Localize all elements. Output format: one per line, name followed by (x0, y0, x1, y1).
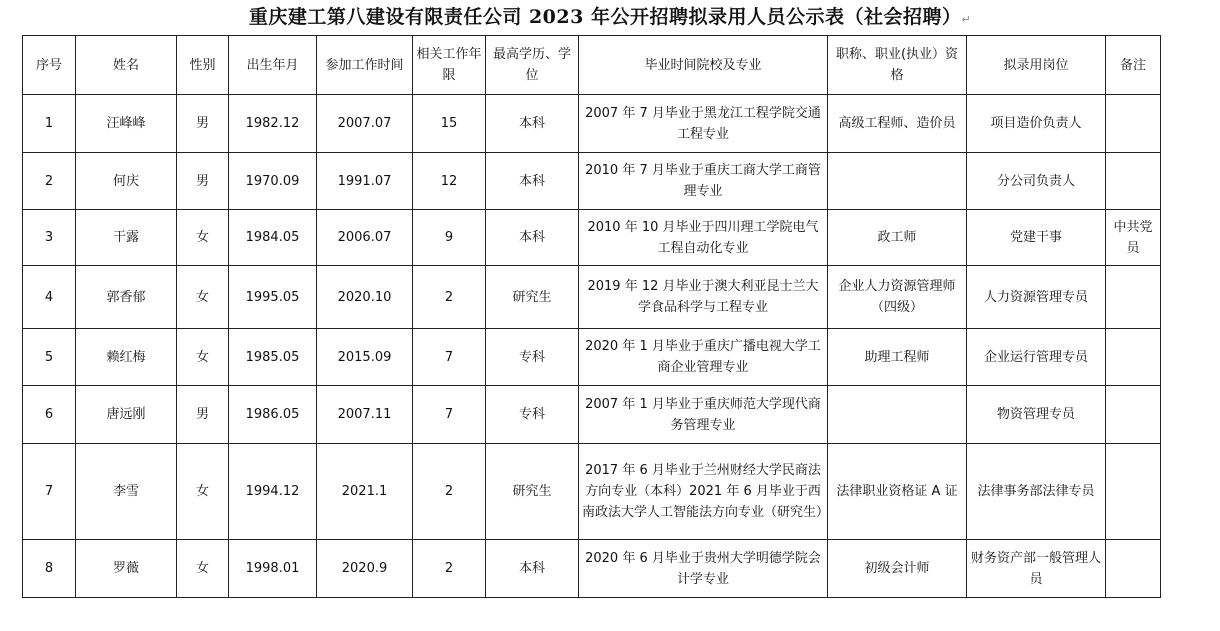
header-cell: 出生年月 (229, 36, 317, 95)
table-cell: 2006.07 (317, 210, 413, 266)
table-cell: 2 (413, 444, 486, 540)
table-row (23, 210, 1161, 266)
table-cell: 2007.11 (317, 386, 413, 444)
table-cell: 研究生 (486, 266, 579, 329)
header-cell: 毕业时间院校及专业 (579, 36, 828, 95)
table-cell: 2010 年 7 月毕业于重庆工商大学工商管理专业 (579, 153, 828, 210)
table-cell: 唐远刚 (76, 386, 177, 444)
table-cell: 分公司负责人 (967, 153, 1106, 210)
table-cell: 2020.9 (317, 540, 413, 598)
table-cell: 郭香郁 (76, 266, 177, 329)
table-cell: 男 (177, 386, 229, 444)
header-cell: 最高学历、学位 (486, 36, 579, 95)
table-cell: 罗薇 (76, 540, 177, 598)
table-cell: 党建干事 (967, 210, 1106, 266)
table-cell: 2020 年 6 月毕业于贵州大学明德学院会计学专业 (579, 540, 828, 598)
table-cell: 2010 年 10 月毕业于四川理工学院电气工程自动化专业 (579, 210, 828, 266)
table-cell: 3 (23, 210, 76, 266)
table-row (23, 153, 1161, 210)
table-cell (828, 153, 967, 210)
recruitment-table (22, 35, 1161, 598)
table-cell: 2007.07 (317, 95, 413, 153)
table-cell: 1970.09 (229, 153, 317, 210)
header-cell: 相关工作年限 (413, 36, 486, 95)
table-cell: 企业人力资源管理师（四级） (828, 266, 967, 329)
table-cell: 2007 年 1 月毕业于重庆师范大学现代商务管理专业 (579, 386, 828, 444)
table-cell (1106, 266, 1161, 329)
table-cell: 财务资产部一般管理人员 (967, 540, 1106, 598)
table-cell: 5 (23, 329, 76, 386)
table-cell: 政工师 (828, 210, 967, 266)
table-cell: 9 (413, 210, 486, 266)
table-cell: 7 (413, 329, 486, 386)
table-cell: 本科 (486, 95, 579, 153)
table-row (23, 95, 1161, 153)
table-cell: 李雪 (76, 444, 177, 540)
table-row (23, 444, 1161, 540)
table-cell: 赖红梅 (76, 329, 177, 386)
table-cell: 高级工程师、造价员 (828, 95, 967, 153)
table-cell: 2017 年 6 月毕业于兰州财经大学民商法方向专业（本科）2021 年 6 月毕业于西南政法大学人工智能法方向专业（研究生） (579, 444, 828, 540)
table-cell (1106, 386, 1161, 444)
table-cell: 女 (177, 329, 229, 386)
table-cell: 本科 (486, 210, 579, 266)
table-cell: 法律事务部法律专员 (967, 444, 1106, 540)
table-cell: 物资管理专员 (967, 386, 1106, 444)
table-cell: 女 (177, 210, 229, 266)
table-cell: 1991.07 (317, 153, 413, 210)
table-cell: 2007 年 7 月毕业于黑龙江工程学院交通工程专业 (579, 95, 828, 153)
table-cell: 女 (177, 266, 229, 329)
table-cell: 男 (177, 153, 229, 210)
table-cell: 男 (177, 95, 229, 153)
table-cell: 汪峰峰 (76, 95, 177, 153)
table-cell: 企业运行管理专员 (967, 329, 1106, 386)
table-cell: 项目造价负责人 (967, 95, 1106, 153)
table-cell: 中共党员 (1106, 210, 1161, 266)
table-cell: 1986.05 (229, 386, 317, 444)
table-cell: 1995.05 (229, 266, 317, 329)
table-cell: 干露 (76, 210, 177, 266)
table-cell: 2019 年 12 月毕业于澳大利亚昆士兰大学食品科学与工程专业 (579, 266, 828, 329)
paragraph-mark: ↵ (961, 13, 972, 26)
table-cell: 何庆 (76, 153, 177, 210)
table-cell: 15 (413, 95, 486, 153)
header-cell: 职称、职业(执业）资格 (828, 36, 967, 95)
table-cell: 本科 (486, 540, 579, 598)
table-cell: 专科 (486, 329, 579, 386)
table-cell: 8 (23, 540, 76, 598)
title-text: 重庆建工第八建设有限责任公司 2023 年公开招聘拟录用人员公示表（社会招聘） (248, 6, 962, 28)
table-cell: 1998.01 (229, 540, 317, 598)
table-cell (1106, 95, 1161, 153)
table-cell: 初级会计师 (828, 540, 967, 598)
table-cell: 女 (177, 540, 229, 598)
table-row (23, 540, 1161, 598)
table-cell: 2 (23, 153, 76, 210)
table-cell (1106, 329, 1161, 386)
header-row (23, 36, 1161, 95)
table-cell: 1982.12 (229, 95, 317, 153)
header-cell: 参加工作时间 (317, 36, 413, 95)
table-cell: 2 (413, 266, 486, 329)
table-cell: 2015.09 (317, 329, 413, 386)
table-cell: 12 (413, 153, 486, 210)
header-cell: 姓名 (76, 36, 177, 95)
table-cell: 2020.10 (317, 266, 413, 329)
header-cell: 拟录用岗位 (967, 36, 1106, 95)
table-cell (828, 386, 967, 444)
table-row (23, 266, 1161, 329)
table-cell (1106, 444, 1161, 540)
table-cell: 1984.05 (229, 210, 317, 266)
table-cell: 1994.12 (229, 444, 317, 540)
table-cell (1106, 153, 1161, 210)
table-cell: 4 (23, 266, 76, 329)
table-cell: 2 (413, 540, 486, 598)
table-cell: 2021.1 (317, 444, 413, 540)
table-cell: 2020 年 1 月毕业于重庆广播电视大学工商企业管理专业 (579, 329, 828, 386)
table-cell: 6 (23, 386, 76, 444)
table-cell: 1 (23, 95, 76, 153)
table-cell: 7 (413, 386, 486, 444)
table-cell: 7 (23, 444, 76, 540)
table-cell: 助理工程师 (828, 329, 967, 386)
header-cell: 性别 (177, 36, 229, 95)
table-row (23, 386, 1161, 444)
header-cell: 备注 (1106, 36, 1161, 95)
table-cell (1106, 540, 1161, 598)
table-cell: 1985.05 (229, 329, 317, 386)
header-cell: 序号 (23, 36, 76, 95)
table-cell: 人力资源管理专员 (967, 266, 1106, 329)
table-cell: 专科 (486, 386, 579, 444)
table-cell: 本科 (486, 153, 579, 210)
table-cell: 女 (177, 444, 229, 540)
table-cell: 法律职业资格证 A 证 (828, 444, 967, 540)
page-title (0, 2, 1220, 35)
table-cell: 研究生 (486, 444, 579, 540)
table-row (23, 329, 1161, 386)
